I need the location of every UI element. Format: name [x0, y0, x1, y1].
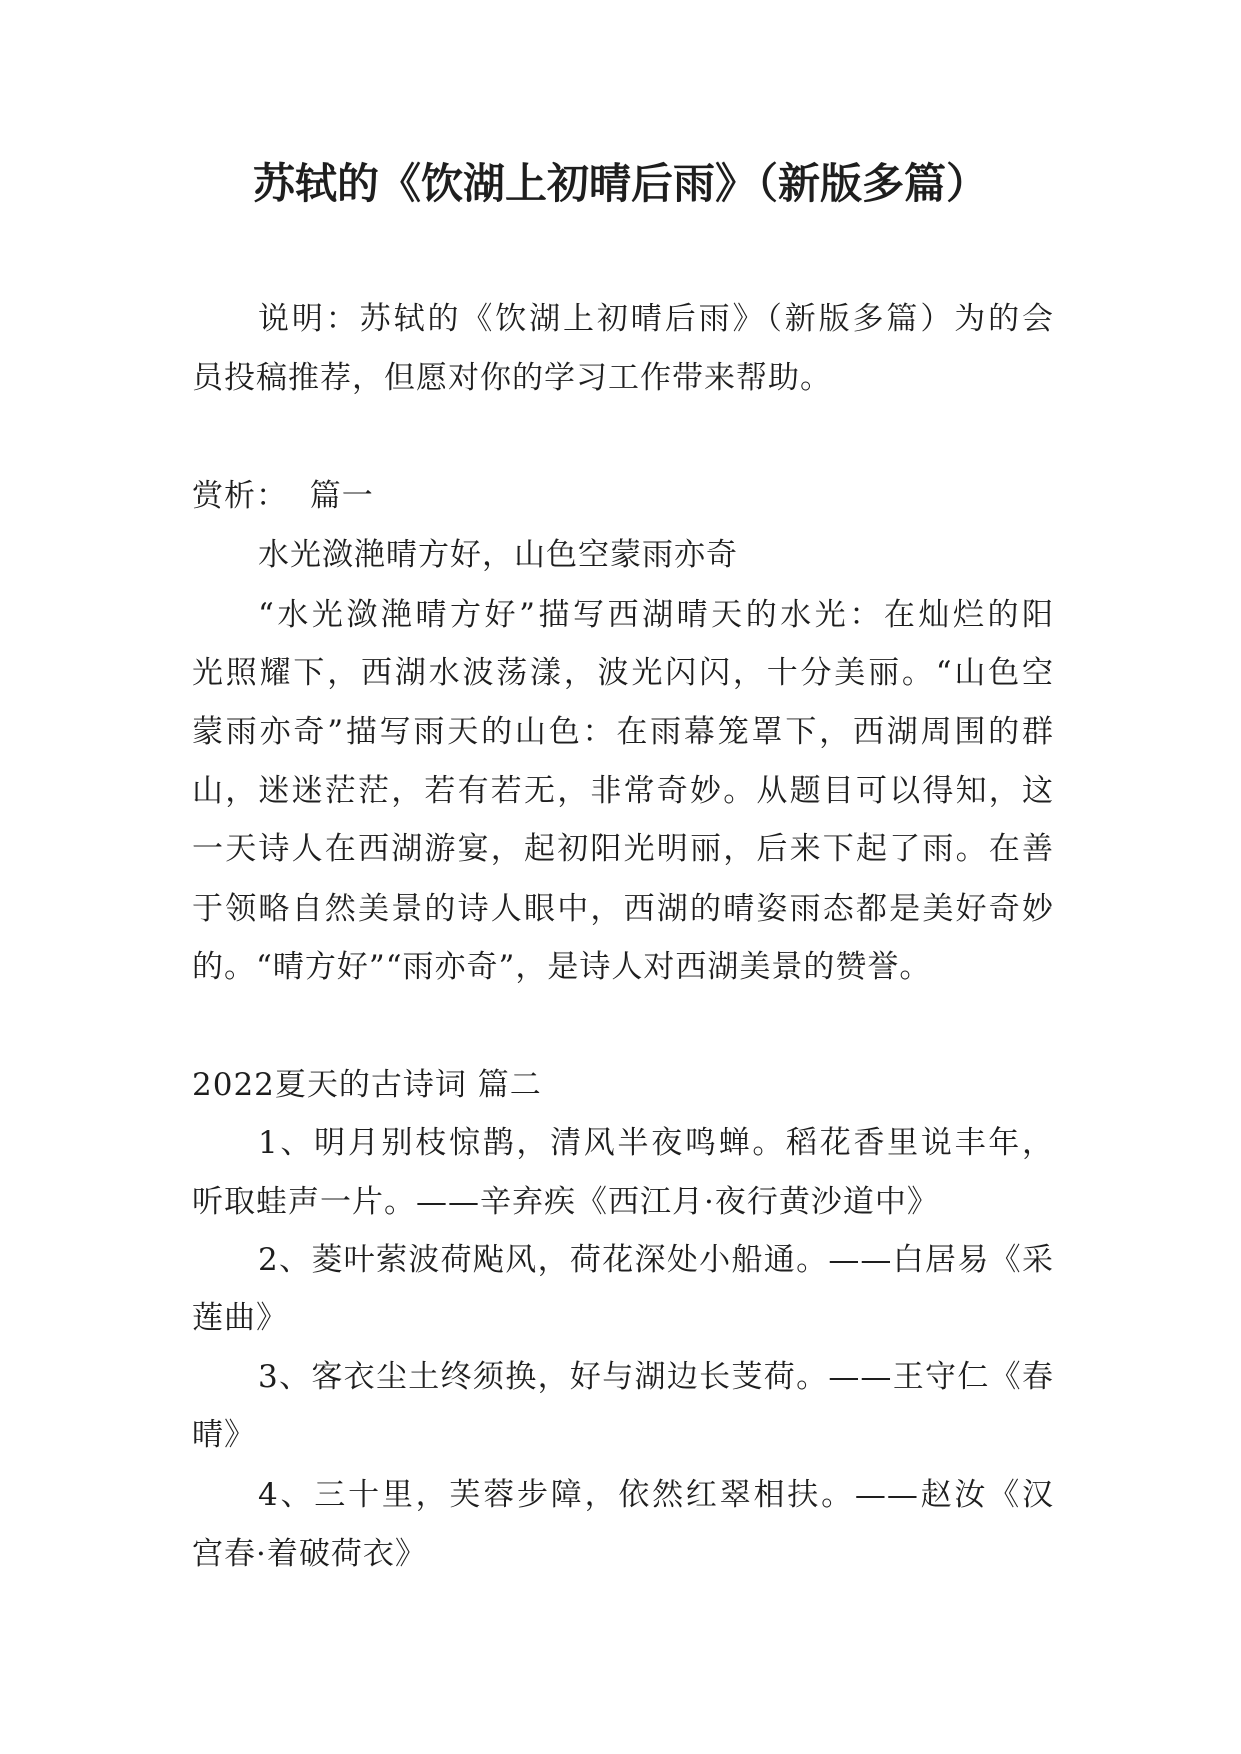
poem-verse: 水光潋滟晴方好，山色空蒙雨亦奇	[258, 537, 738, 573]
intro-line: 员投稿推荐，但愿对你的学习工作带来帮助。	[192, 360, 832, 396]
paragraph-line: 一天诗人在西湖游宴，起初阳光明丽，后来下起了雨。在善	[192, 831, 1054, 867]
poem-item-line: 听取蛙声一片。——辛弃疾《西江月·夜行黄沙道中》	[192, 1184, 939, 1220]
intro-line: 说明：苏轼的《饮湖上初晴后雨》（新版多篇）为的会	[258, 301, 1054, 337]
paragraph-line: “水光潋滟晴方好”描写西湖晴天的水光：在灿烂的阳	[258, 597, 1054, 633]
section-heading: 赏析： 篇一	[192, 478, 374, 514]
poem-item-line: 3、客衣尘土终须换，好与湖边长芰荷。——王守仁《春	[258, 1359, 1054, 1395]
poem-item-line: 1、明月别枝惊鹊，清风半夜鸣蝉。稻花香里说丰年，	[258, 1125, 1054, 1161]
section-heading: 2022夏天的古诗词 篇二	[192, 1067, 542, 1103]
document-title: 苏轼的《饮湖上初晴后雨》（新版多篇）	[252, 159, 988, 208]
paragraph-line: 的。“晴方好”“雨亦奇”，是诗人对西湖美景的赞誉。	[192, 949, 932, 985]
poem-item-line: 莲曲》	[192, 1300, 288, 1336]
paragraph-line: 光照耀下，西湖水波荡漾，波光闪闪，十分美丽。“山色空	[192, 655, 1054, 691]
paragraph-line: 于领略自然美景的诗人眼中，西湖的晴姿雨态都是美好奇妙	[192, 891, 1054, 927]
poem-item-line: 4、三十里，芙蓉步障，依然红翠相扶。——赵汝《汉	[258, 1477, 1054, 1513]
paragraph-line: 蒙雨亦奇”描写雨天的山色：在雨幕笼罩下，西湖周围的群	[192, 714, 1054, 750]
paragraph-line: 山，迷迷茫茫，若有若无，非常奇妙。从题目可以得知，这	[192, 773, 1054, 809]
poem-item-line: 晴》	[192, 1417, 256, 1453]
poem-item-line: 宫春·着破荷衣》	[192, 1536, 427, 1572]
poem-item-line: 2、菱叶萦波荷飐风，荷花深处小船通。——白居易《采	[258, 1242, 1054, 1278]
